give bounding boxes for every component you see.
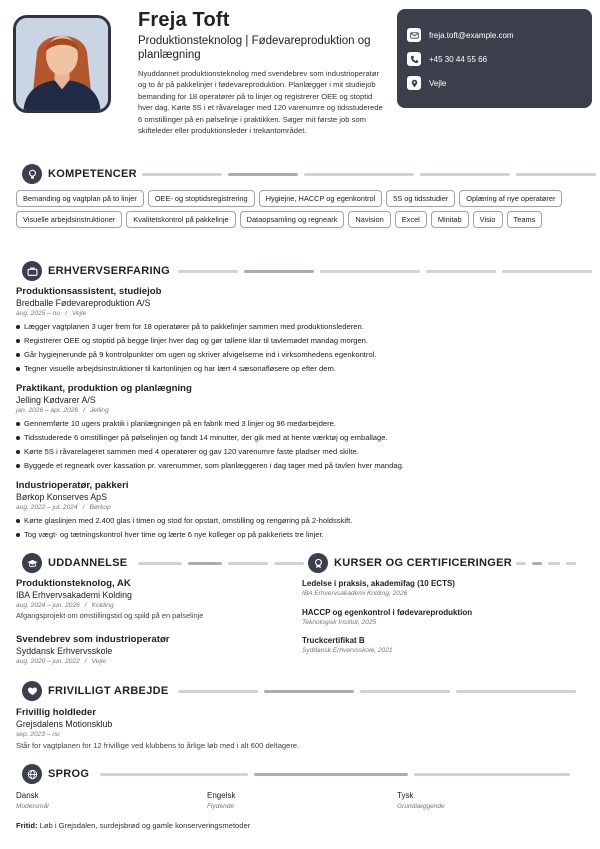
school-name: IBA Erhvervsakademi Kolding xyxy=(16,590,132,600)
job-bullet: Tog vægt- og tætningskontrol hver time og lærte 6 nye kolleger op på pakkeriets tre linjer. xyxy=(16,528,586,542)
certificate-icon xyxy=(308,553,328,573)
location-text: Vejle xyxy=(429,78,447,88)
job-bullet: Tegner visuelle arbejdsinstruktioner til kartonlinjen og har lært 4 sæsonafløsere op efter dem. xyxy=(16,362,586,376)
section-heading-volunteer xyxy=(22,681,169,701)
phone-text: +45 30 44 55 66 xyxy=(429,54,488,64)
professional-title: Produktionsteknolog | Fødevareproduktion og planlægning xyxy=(138,35,371,61)
person-name: Freja Toft xyxy=(138,9,230,31)
job-company: Jelling Kødvarer A/S xyxy=(16,395,96,405)
job-meta: jan. 2026 – apr. 2026 / Jelling xyxy=(16,407,109,414)
skill-tag: Kvalitetskontrol på pakkelinje xyxy=(126,211,235,228)
section-divider xyxy=(100,773,570,776)
degree-title: Produktionsteknolog, AK xyxy=(16,578,131,589)
skill-tag: Navision xyxy=(348,211,390,228)
section-title: UDDANNELSE xyxy=(48,557,128,569)
job-dates: aug. 2025 – nu xyxy=(16,310,60,317)
section-title: KOMPETENCER xyxy=(48,168,137,180)
section-heading-skills xyxy=(22,164,137,184)
skills-list xyxy=(16,190,576,228)
job-bullet: Kørte glaslinjen med 2.400 glas i timen og stod for opstart, omstilling og rengøring på 2-holdsskift. xyxy=(16,514,586,528)
section-title: ERHVERVSERFARING xyxy=(48,265,170,277)
briefcase-icon xyxy=(22,261,42,281)
section-heading-courses xyxy=(308,553,512,573)
globe-icon xyxy=(22,764,42,784)
job-bullet: Byggede et regneark over kassation pr. varenummer, som planlæggeren i dag tager med på tavlen hver mandag. xyxy=(16,459,586,473)
contact-box xyxy=(397,9,592,108)
job-company: Bredballe Fødevareproduktion A/S xyxy=(16,298,151,308)
skill-tag: Dataopsamling og regneark xyxy=(240,211,345,228)
volunteer-entry xyxy=(16,707,576,750)
language-level: Modersmål xyxy=(16,803,49,810)
volunteer-description: Står for vagtplanen for 12 frivillige ved klubbens to årlige løb med i alt 600 deltagere. xyxy=(16,741,300,750)
experience-entry xyxy=(16,383,586,473)
course-meta: IBA Erhvervsakademi Kolding, 2026 xyxy=(302,590,408,597)
degree-title: Svendebrev som industrioperatør xyxy=(16,634,170,645)
job-bullet: Lægger vagtplanen 3 uger frem for 18 operatører på to pakkelinjer sammen med produktionslederen. xyxy=(16,320,586,334)
contact-location xyxy=(407,71,582,95)
job-place: Børkop xyxy=(89,504,111,511)
section-heading-education xyxy=(22,553,127,573)
portrait-image xyxy=(16,18,108,110)
course-meta: Teknologisk Institut, 2025 xyxy=(302,619,377,626)
course-title: HACCP og egenkontrol i fødevareproduktion xyxy=(302,608,473,617)
education-entry xyxy=(16,578,276,620)
volunteer-title: Frivillig holdleder xyxy=(16,707,96,718)
mail-icon xyxy=(407,28,421,42)
section-divider xyxy=(178,270,592,273)
skill-tag: Hygiejne, HACCP og egenkontrol xyxy=(259,190,383,207)
job-meta: aug. 2025 – nu / Vejle xyxy=(16,310,87,317)
job-title: Praktikant, produktion og planlægning xyxy=(16,383,192,394)
lightbulb-icon xyxy=(22,164,42,184)
language-level: Flydende xyxy=(207,803,235,810)
profile-summary: Nyuddannet produktionsteknolog med svendebrev som industrioperatør og to år på pakkelinjer i fødevareproduktion. Planlægger i mit studiejob bemanding for 18 operatører på to linjer og registrerer OEE og stoptid hver dag. Kørte 5S i et råvarelager med 120 varenumre og tidsstuderede 6 omstillinger på en pølselinje i praktikken. Søger mit første job som skifteleder eller produktionsleder i trekantområdet. xyxy=(138,69,383,136)
education-entry xyxy=(16,634,276,665)
skill-tag: Minitab xyxy=(431,211,469,228)
section-title: SPROG xyxy=(48,768,90,780)
language-entry xyxy=(207,791,387,810)
language-level: Grundlæggende xyxy=(397,803,445,810)
skill-tag: Visuelle arbejdsinstruktioner xyxy=(16,211,122,228)
job-bullets xyxy=(16,417,586,473)
job-title: Industrioperatør, pakkeri xyxy=(16,480,129,491)
skill-tag: Visio xyxy=(473,211,503,228)
education-dates: aug. 2024 – jun. 2026 xyxy=(16,602,80,609)
language-name: Engelsk xyxy=(207,791,236,800)
experience-entry xyxy=(16,286,586,376)
skill-tag: Oplæring af nye operatører xyxy=(459,190,562,207)
job-place: Jelling xyxy=(89,407,109,414)
job-bullet: Registrerer OEE og stoptid på begge linjer hver dag og gør tallene klar til tavlemødet mandag morgen. xyxy=(16,334,586,348)
profile-photo xyxy=(13,15,111,113)
job-bullets xyxy=(16,320,586,376)
course-meta: Syddansk Erhvervsskole, 2021 xyxy=(302,647,393,654)
job-bullets xyxy=(16,514,586,542)
section-divider xyxy=(142,173,596,176)
course-entry xyxy=(302,579,582,597)
language-entry xyxy=(397,791,577,810)
email-text: freja.toft@example.com xyxy=(429,30,514,40)
section-title: KURSER OG CERTIFICERINGER xyxy=(334,557,513,569)
graduation-cap-icon xyxy=(22,553,42,573)
volunteer-dates: sep. 2023 – nu xyxy=(16,731,60,738)
profile-header xyxy=(138,9,388,136)
skill-tag: Bemanding og vagtplan på to linjer xyxy=(16,190,144,207)
course-title: Ledelse i praksis, akademifag (10 ECTS) xyxy=(302,579,455,588)
skill-tag: Excel xyxy=(395,211,427,228)
section-heading-languages xyxy=(22,764,89,784)
section-divider xyxy=(516,562,576,565)
volunteer-org: Grejsdalens Motionsklub xyxy=(16,719,113,729)
education-description: Afgangsprojekt om omstillingstid og spild på en pølselinje xyxy=(16,611,204,620)
course-entry xyxy=(302,636,582,654)
education-place: Kolding xyxy=(91,602,114,609)
job-bullet: Gennemførte 10 ugers praktik i planlægningen på en fabrik med 3 linjer og 96 medarbejdere. xyxy=(16,417,586,431)
hobbies-line xyxy=(16,821,250,830)
education-meta: aug. 2024 – jun. 2026 / Kolding xyxy=(16,602,114,609)
job-bullet: Tidsstuderede 6 omstillinger på pølselinjen og fandt 14 minutter, der gik med at hente værktøj og emballage. xyxy=(16,431,586,445)
course-title: Truckcertifikat B xyxy=(302,636,365,645)
experience-entry xyxy=(16,480,586,542)
job-title: Produktionsassistent, studiejob xyxy=(16,286,162,297)
heart-hand-icon xyxy=(22,681,42,701)
job-bullet: Kørte 5S i råvarelageret sammen med 4 operatører og gav 120 varenumre faste pladser med skilte. xyxy=(16,445,586,459)
skill-tag: 5S og tidsstudier xyxy=(386,190,455,207)
section-title: FRIVILLIGT ARBEJDE xyxy=(48,685,169,697)
hobbies-text: Løb i Grejsdalen, surdejsbrød og gamle konserveringsmetoder xyxy=(39,821,251,830)
contact-phone[interactable] xyxy=(407,47,582,71)
section-heading-experience xyxy=(22,261,170,281)
education-place: Vejle xyxy=(91,658,107,665)
language-entry xyxy=(16,791,196,810)
course-entry xyxy=(302,608,582,626)
job-company: Børkop Konserves ApS xyxy=(16,492,107,502)
contact-email[interactable] xyxy=(407,23,582,47)
school-name: Syddansk Erhvervsskole xyxy=(16,646,113,656)
phone-icon xyxy=(407,52,421,66)
language-name: Dansk xyxy=(16,791,39,800)
job-meta: aug. 2022 – jul. 2024 / Børkop xyxy=(16,504,111,511)
section-divider xyxy=(138,562,304,565)
skill-tag: OEE- og stoptidsregistrering xyxy=(148,190,255,207)
job-dates: jan. 2026 – apr. 2026 xyxy=(16,407,79,414)
language-name: Tysk xyxy=(397,791,414,800)
education-dates: aug. 2020 – jun. 2022 xyxy=(16,658,80,665)
skill-tag: Teams xyxy=(507,211,543,228)
location-pin-icon xyxy=(407,76,421,90)
education-meta: aug. 2020 – jun. 2022 / Vejle xyxy=(16,658,107,665)
hobbies-label: Fritid: xyxy=(16,821,38,830)
job-dates: aug. 2022 – jul. 2024 xyxy=(16,504,78,511)
job-bullet: Går hygiejnerunde på 9 kontrolpunkter om ugen og skriver afvigelserne ind i virksomhedens egenkontrol. xyxy=(16,348,586,362)
job-place: Vejle xyxy=(71,310,87,317)
section-divider xyxy=(178,690,576,693)
